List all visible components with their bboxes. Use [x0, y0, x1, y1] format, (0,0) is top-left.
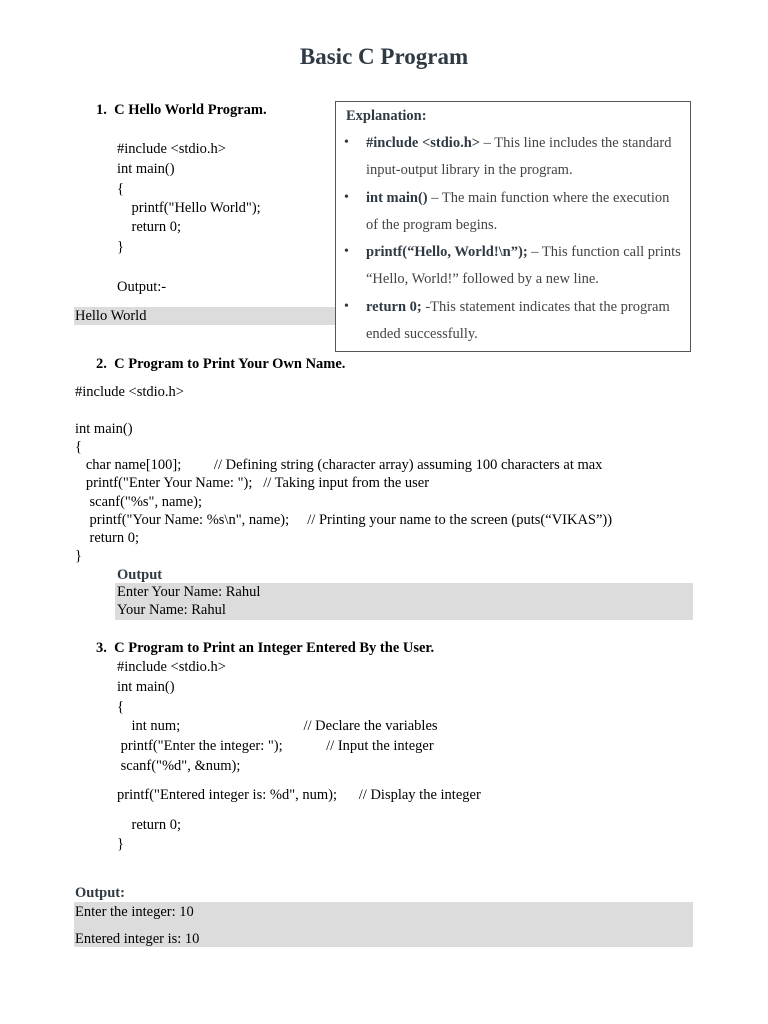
code-line: scanf("%s", name); — [75, 494, 202, 510]
explanation-box — [335, 101, 691, 352]
code-line: int main() — [117, 161, 175, 177]
code-line: char name[100]; // Defining string (character array) assuming 100 characters at max — [75, 457, 603, 473]
code-line: #include <stdio.h> — [117, 659, 226, 675]
explanation-item: return 0; -This statement indicates that the program ended successfully. — [366, 299, 670, 342]
output-label: Output:- — [117, 279, 167, 295]
bullet-icon: • — [344, 135, 349, 150]
code-line: int main() — [117, 679, 175, 695]
output-label: Output — [117, 567, 163, 583]
code-line: return 0; — [75, 530, 140, 546]
code-line: } — [75, 548, 82, 564]
code-line: printf("Entered integer is: %d", num); // Display the integer — [117, 787, 481, 803]
output-label: Output: — [75, 885, 125, 901]
code-line: printf("Enter the integer: "); // Input the integer — [117, 738, 434, 754]
output-line: Enter Your Name: Rahul — [117, 584, 261, 600]
bullet-icon: • — [344, 299, 349, 314]
section-1-heading: 1. C Hello World Program. — [96, 102, 267, 118]
code-line: } — [117, 836, 124, 852]
output-line: Entered integer is: 10 — [75, 931, 200, 947]
bullet-icon: • — [344, 244, 349, 259]
output-line: Enter the integer: 10 — [75, 904, 194, 920]
page-title: Basic C Program — [299, 44, 469, 69]
code-line: } — [117, 239, 124, 255]
explanation-heading: Explanation: — [346, 108, 427, 124]
code-line: return 0; — [117, 817, 182, 833]
code-line: printf("Enter Your Name: "); // Taking input from the user — [75, 475, 430, 491]
output-line: Hello World — [75, 308, 147, 324]
code-line: int num; // Declare the variables — [117, 718, 438, 734]
explanation-item: int main() – The main function where the execution of the program begins. — [366, 190, 670, 233]
code-line: printf("Your Name: %s\n", name); // Printing your name to the screen (puts(“VIKAS”)) — [75, 512, 613, 528]
code-line: { — [75, 439, 82, 455]
code-line: #include <stdio.h> — [117, 141, 226, 157]
code-line: #include <stdio.h> — [75, 384, 184, 400]
explanation-item: #include <stdio.h> – This line includes the standard input-output library in the program. — [366, 135, 672, 178]
code-line: { — [117, 699, 124, 715]
output-line: Your Name: Rahul — [117, 602, 226, 618]
bullet-icon: • — [344, 190, 349, 205]
code-line: printf("Hello World"); — [117, 200, 261, 216]
section-2-heading: 2. C Program to Print Your Own Name. — [96, 356, 346, 372]
explanation-item: printf(“Hello, World!\n”); – This function call prints “Hello, World!” followed by a new line. — [366, 244, 681, 287]
section-3-heading: 3. C Program to Print an Integer Entered By the User. — [96, 640, 435, 656]
code-line: { — [117, 181, 124, 197]
code-line: scanf("%d", &num); — [117, 758, 241, 774]
code-line: return 0; — [117, 219, 182, 235]
code-line: int main() — [75, 421, 133, 437]
